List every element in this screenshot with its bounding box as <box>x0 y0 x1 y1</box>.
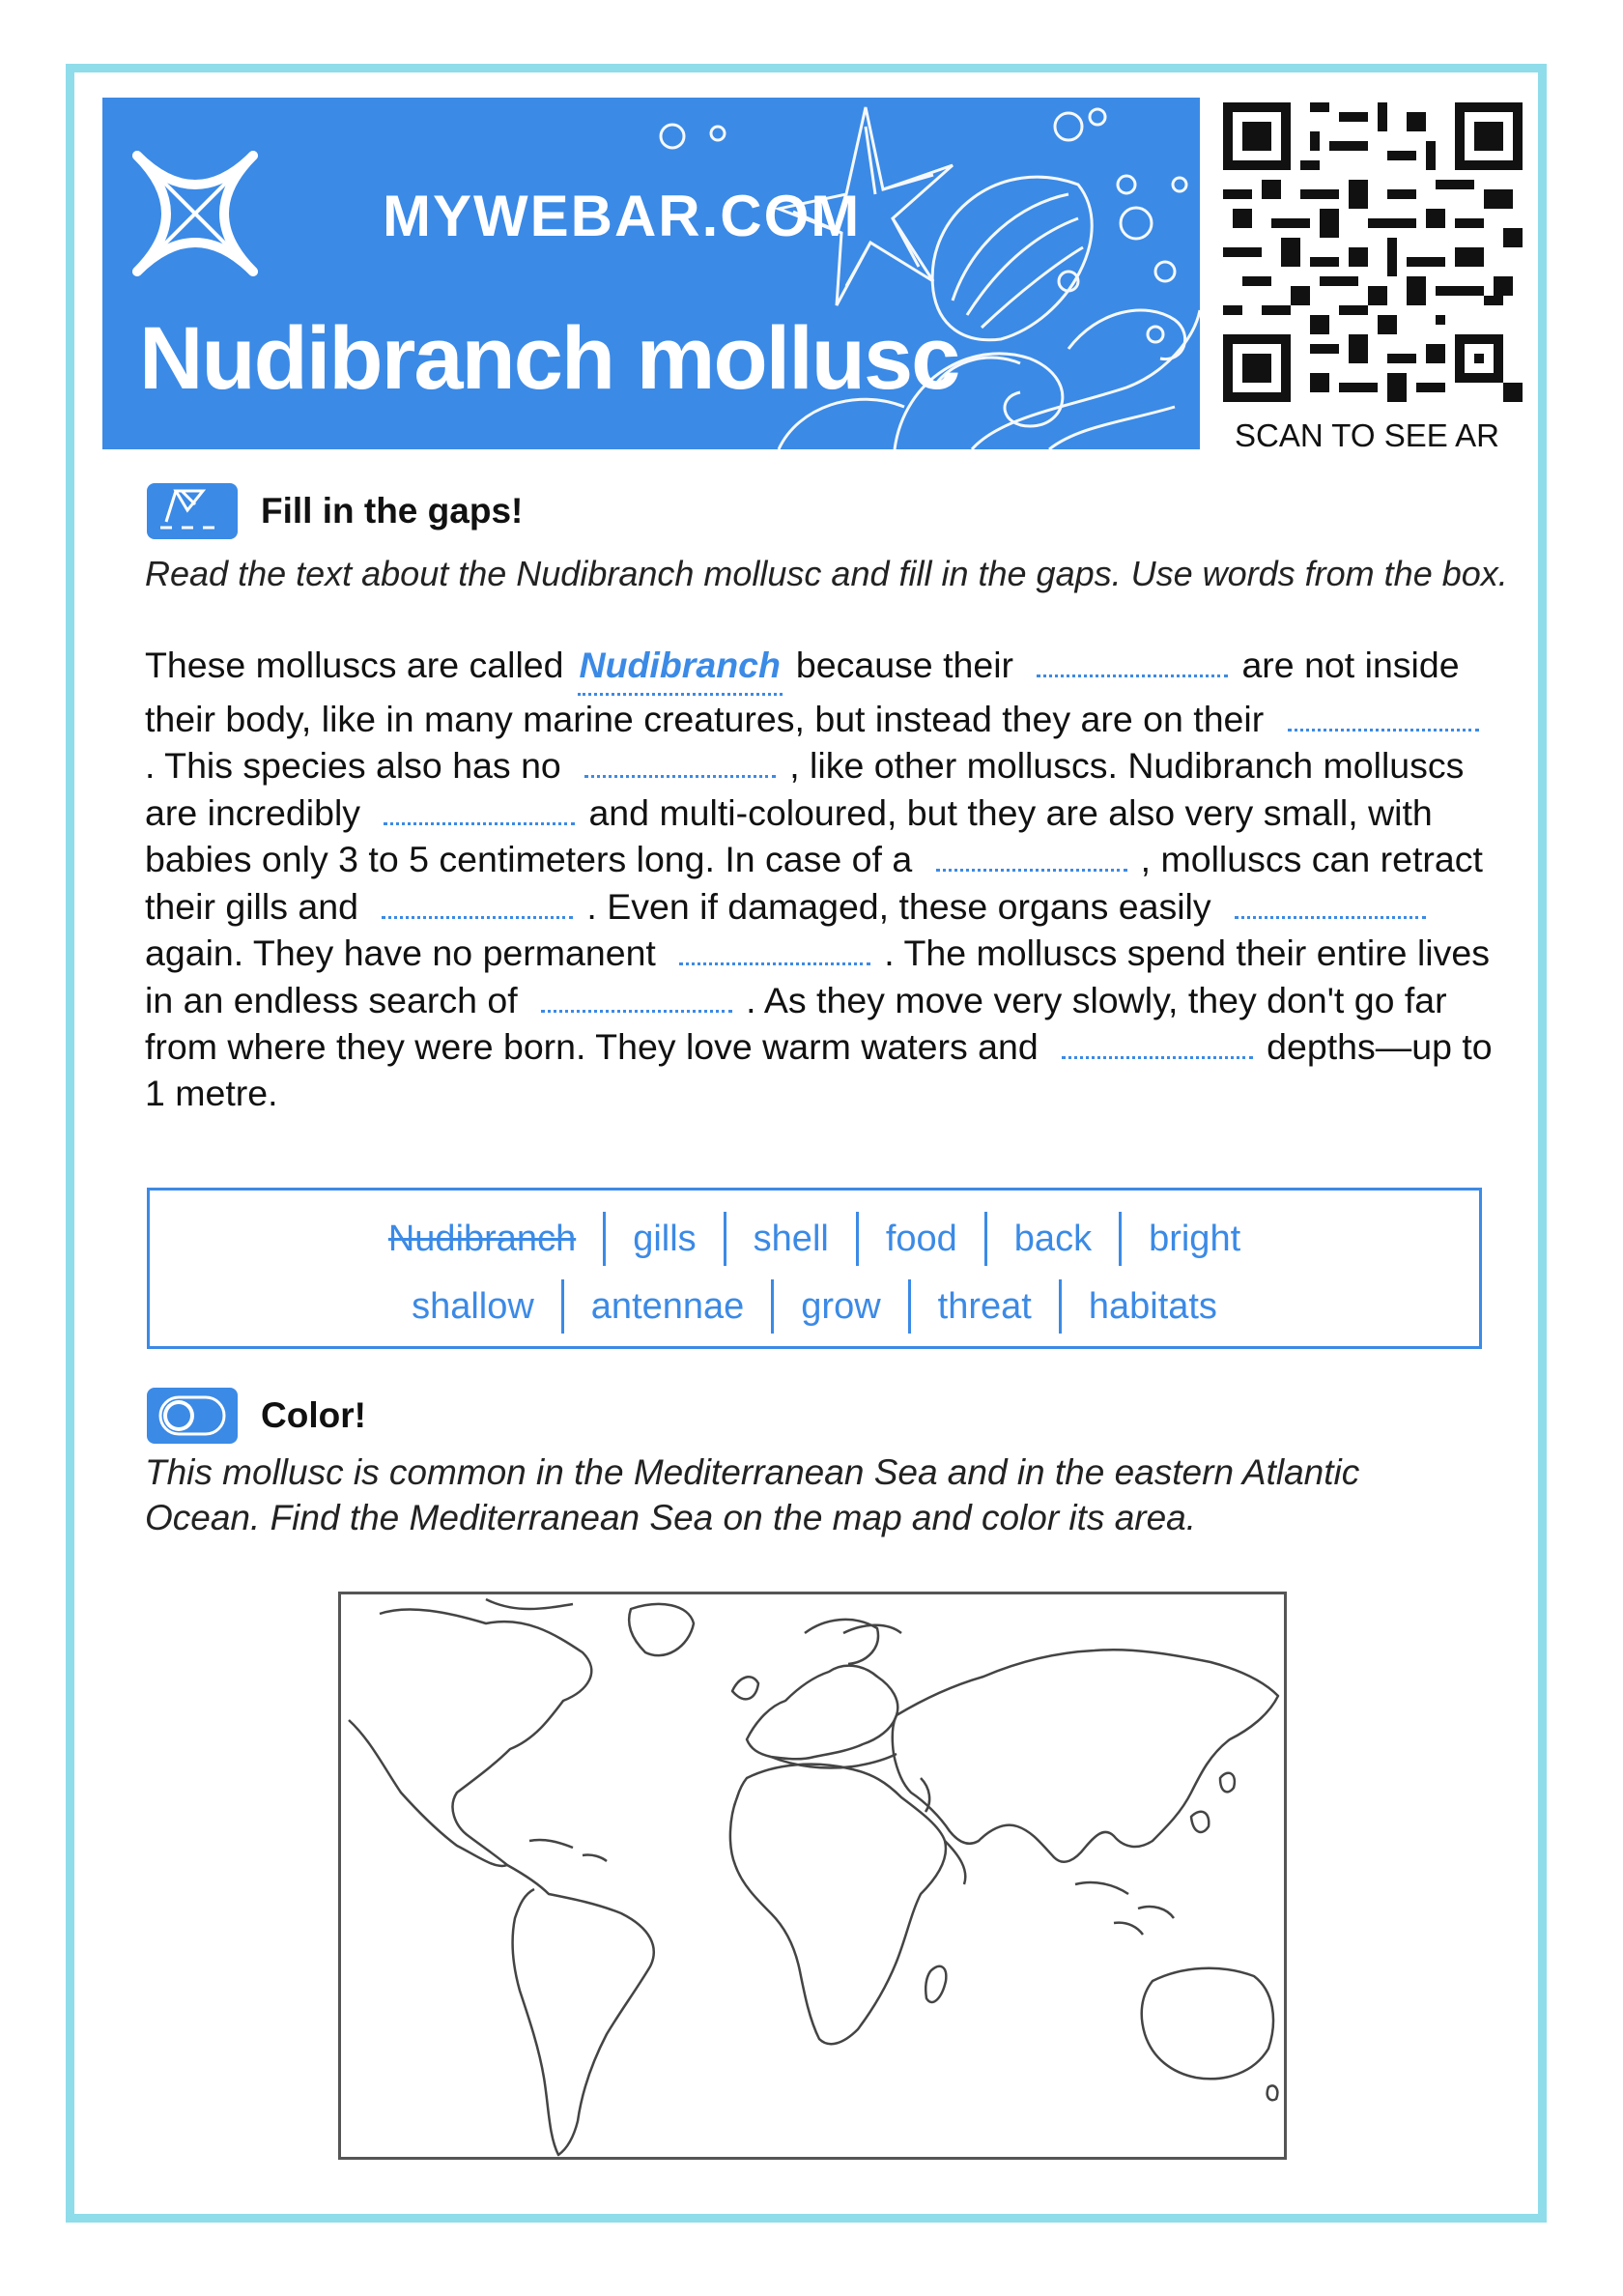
word-used: Nudibranch <box>361 1212 606 1266</box>
word-option[interactable]: gills <box>606 1212 726 1266</box>
word-option[interactable]: bright <box>1149 1219 1241 1259</box>
gap-blank[interactable] <box>936 836 1127 872</box>
gap-fill-text: These molluscs are called Nudibranch because their are not inside their body, like in many marine creatures, but instead they are on their . This species also has no , like other molluscs. Nudibranch molluscs are incredibly and multi-coloured, but they are also very small, with babies only 3 to 5 centimeters long. In case of a , molluscs can retract their gills and . Even if damaged, these organs easily again. They have no permanent . The molluscs spend their entire lives in an endless search of . As they move very slowly, they don't go far from where they were born. They love warm waters and depths—up to 1 metre. <box>145 642 1497 1116</box>
brand-name: MYWEBAR.COM <box>383 184 862 248</box>
word-option[interactable]: shallow <box>384 1279 564 1334</box>
page-title: Nudibranch mollusc <box>139 309 959 408</box>
gap-blank[interactable] <box>541 977 732 1013</box>
gap-answer-example: Nudibranch <box>578 643 783 696</box>
mywebar-logo-icon <box>128 146 263 281</box>
gap-blank[interactable] <box>1235 883 1426 919</box>
gap-blank[interactable] <box>1037 642 1228 677</box>
toggle-color-icon <box>147 1388 238 1444</box>
gap-blank[interactable] <box>1288 696 1479 732</box>
color-section-title: Color! <box>261 1395 366 1435</box>
gap-blank[interactable] <box>384 789 575 825</box>
word-option[interactable]: threat <box>911 1279 1062 1334</box>
color-instruction-line1: This mollusc is common in the Mediterranean Sea and in the eastern Atlantic <box>145 1452 1360 1492</box>
word-option[interactable]: habitats <box>1088 1286 1217 1327</box>
world-map-outline-icon[interactable] <box>341 1594 1284 2157</box>
gap-blank[interactable] <box>679 930 870 965</box>
world-map[interactable] <box>338 1592 1287 2160</box>
word-option[interactable]: grow <box>774 1279 910 1334</box>
word-option[interactable]: back <box>987 1212 1122 1266</box>
pencil-gaps-icon <box>147 483 238 539</box>
qr-code-icon[interactable] <box>1223 102 1523 402</box>
color-instruction-line2: Ocean. Find the Mediterranean Sea on the map and color its area. <box>145 1498 1197 1537</box>
fill-section-title: Fill in the gaps! <box>261 491 524 531</box>
gap-blank[interactable] <box>584 742 776 778</box>
word-option[interactable]: antennae <box>564 1279 775 1334</box>
word-option[interactable]: shell <box>726 1212 859 1266</box>
word-box <box>147 1188 1482 1349</box>
header-banner <box>102 98 1200 449</box>
gap-blank[interactable] <box>382 883 573 919</box>
word-option[interactable]: food <box>859 1212 987 1266</box>
fill-instruction: Read the text about the Nudibranch mollusc and fill in the gaps. Use words from the box. <box>145 554 1508 593</box>
gap-blank[interactable] <box>1062 1023 1253 1059</box>
qr-caption: SCAN TO SEE AR <box>1235 417 1499 453</box>
